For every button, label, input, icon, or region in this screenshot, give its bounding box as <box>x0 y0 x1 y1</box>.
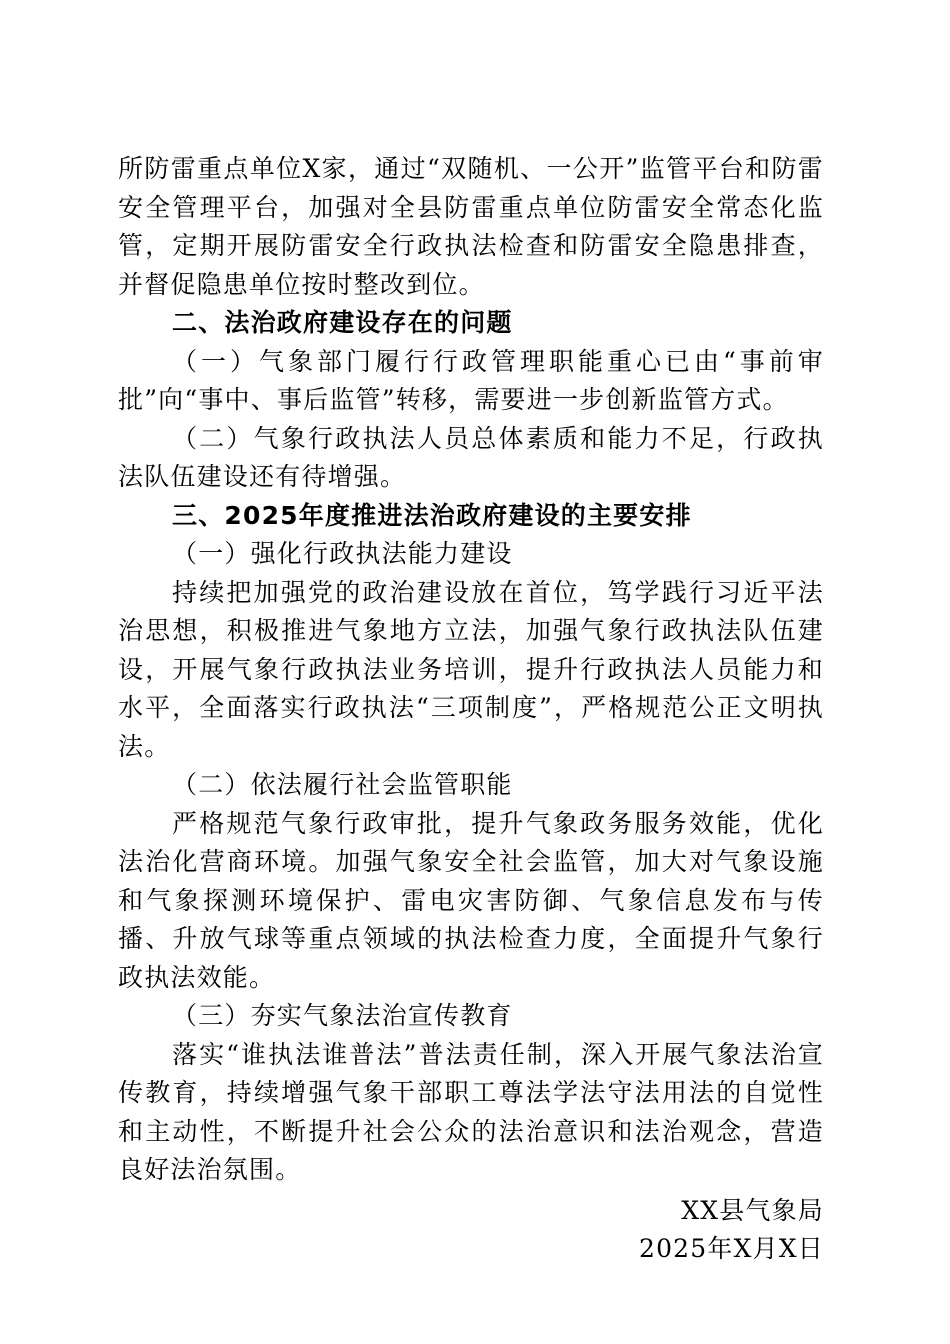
problem-item-1: （一）气象部门履行行政管理职能重心已由“事前审批”向“事中、事后监管”转移，需要进一步创新监管方式。 <box>118 346 824 414</box>
problem-item-2: （二）气象行政执法人员总体素质和能力不足，行政执法队伍建设还有待增强。 <box>118 423 824 491</box>
continuation-paragraph: 所防雷重点单位X家，通过“双随机、一公开”监管平台和防雷安全管理平台，加强对全县防雷重点单位防雷安全常态化监管，定期开展防雷安全行政执法检查和防雷安全隐患排查，并督促隐患单位按时整改到位。 <box>118 154 824 299</box>
subsection-1-body: 持续把加强党的政治建设放在首位，笃学践行习近平法治思想，积极推进气象地方立法，加强气象行政执法队伍建设，开展气象行政执法业务培训，提升行政执法人员能力和水平，全面落实行政执法“三项制度”，严格规范公正文明执法。 <box>118 577 824 761</box>
signature-date: 2025年X月X日 <box>638 1234 824 1263</box>
section-two-heading: 二、法治政府建设存在的问题 <box>172 308 513 337</box>
subsection-3-body: 落实“谁执法谁普法”普法责任制，深入开展气象法治宣传教育，持续增强气象干部职工尊法学法守法用法的自觉性和主动性，不断提升社会公众的法治意识和法治观念，营造良好法治氛围。 <box>118 1039 824 1184</box>
subsection-2-title: （二）依法履行社会监管职能 <box>172 770 513 799</box>
section-three-heading: 三、2025年度推进法治政府建设的主要安排 <box>172 500 692 530</box>
subsection-3-title: （三）夯实气象法治宣传教育 <box>172 1001 513 1030</box>
subsection-1-title: （一）强化行政执法能力建设 <box>172 539 513 568</box>
document-body <box>118 150 824 1269</box>
subsection-2-body: 严格规范气象行政审批，提升气象政务服务效能，优化法治化营商环境。加强气象安全社会监管，加大对气象设施和气象探测环境保护、雷电灾害防御、气象信息发布与传播、升放气球等重点领域的执法检查力度，全面提升气象行政执法效能。 <box>118 808 824 992</box>
signature-organization: XX县气象局 <box>681 1195 824 1225</box>
